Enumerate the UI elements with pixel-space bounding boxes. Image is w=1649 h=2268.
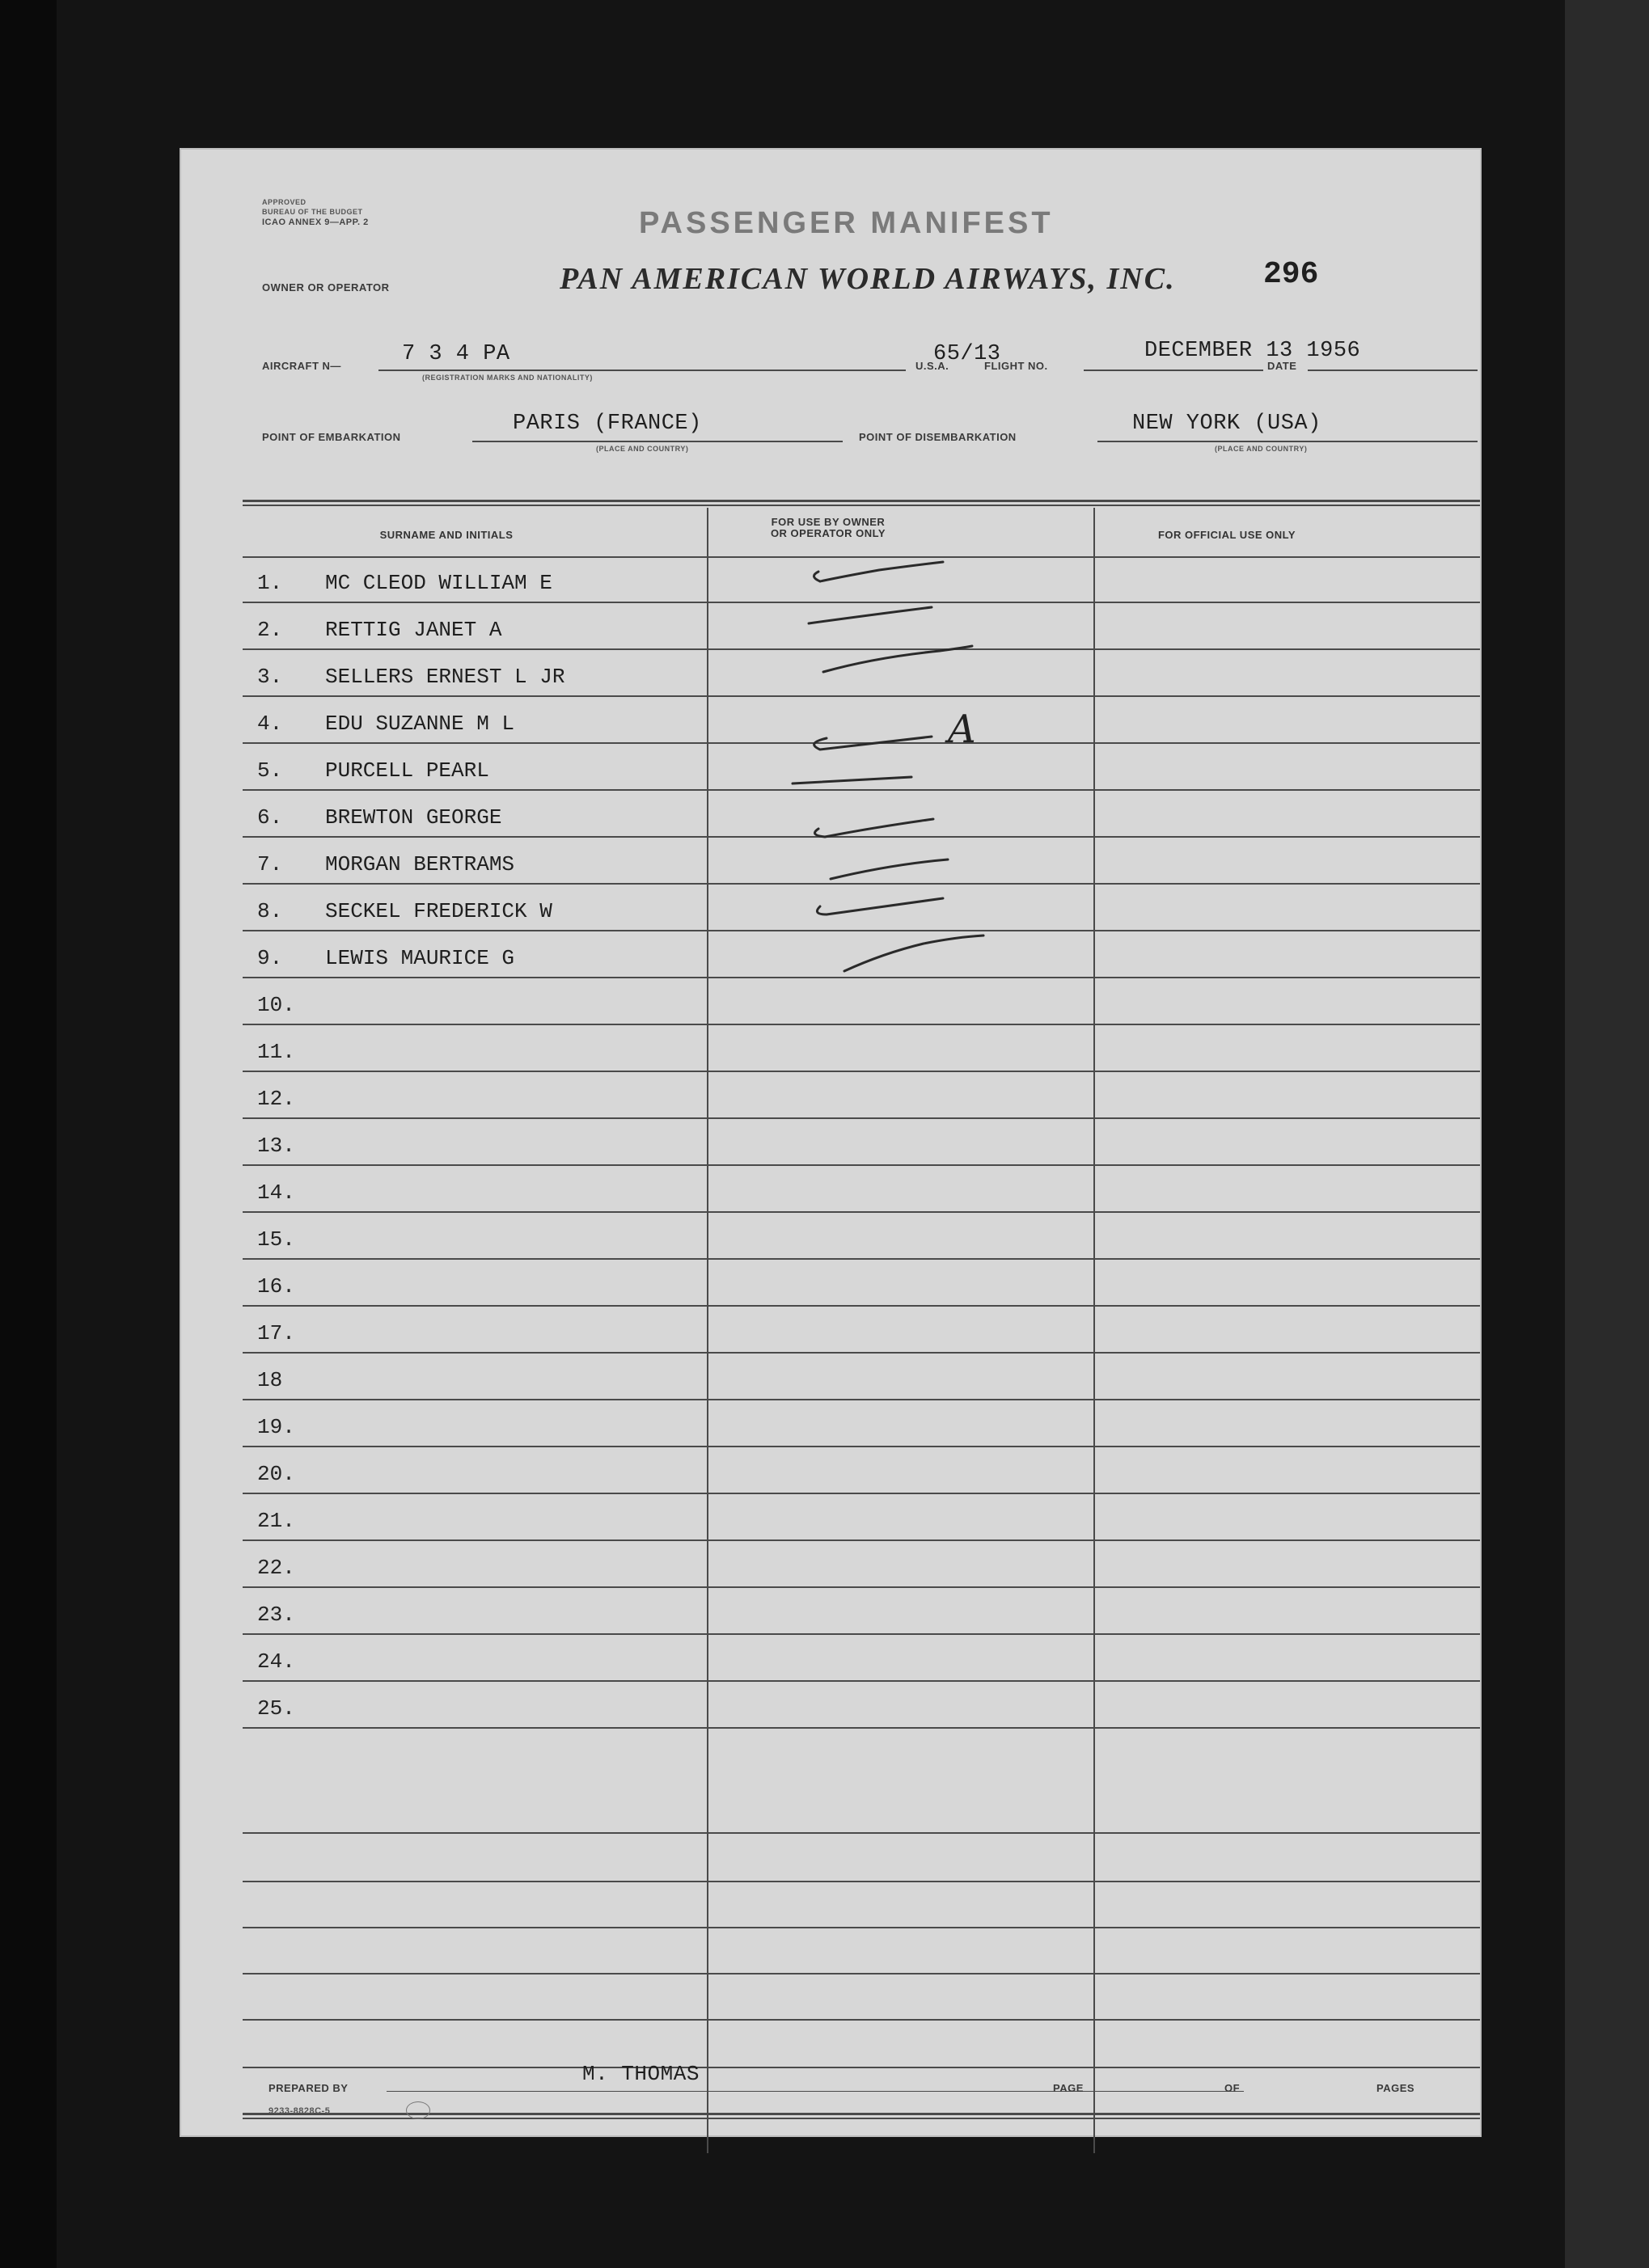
row-rule	[243, 1305, 1480, 1307]
row-number: 13.	[257, 1134, 295, 1158]
row-number: 21.	[257, 1509, 295, 1533]
row-number: 7.	[257, 852, 283, 876]
row-number: 12.	[257, 1087, 295, 1111]
row-number: 10.	[257, 993, 295, 1017]
prepared-underline	[387, 2091, 1244, 2092]
passenger-name: EDU SUZANNE M L	[325, 712, 515, 736]
passenger-name: SECKEL FREDERICK W	[325, 899, 552, 923]
date-value: DECEMBER 13 1956	[1144, 339, 1361, 363]
blank-line	[243, 2067, 1480, 2068]
table-top-rule-2	[243, 505, 1480, 506]
blank-line	[243, 1832, 1480, 1834]
form-title: PASSENGER MANIFEST	[639, 206, 1054, 240]
row-number: 24.	[257, 1649, 295, 1674]
passenger-name: RETTIG JANET A	[325, 618, 502, 642]
disembark-underline	[1097, 441, 1478, 442]
form-code: 9233-8828C-5	[268, 2106, 331, 2116]
approval-line-1: APPROVED	[262, 198, 307, 206]
blank-line	[243, 1973, 1480, 1974]
aircraft-caption: (REGISTRATION MARKS AND NATIONALITY)	[422, 374, 593, 382]
flight-underline	[1084, 370, 1263, 371]
row-rule	[243, 1633, 1480, 1635]
row-rule	[243, 1680, 1480, 1682]
column-divider-2	[1093, 508, 1095, 2153]
disembark-caption: (PLACE AND COUNTRY)	[1215, 445, 1308, 453]
row-rule	[243, 1258, 1480, 1260]
row-rule	[243, 1727, 1480, 1729]
row-rule	[243, 1493, 1480, 1494]
row-number: 15.	[257, 1227, 295, 1252]
blank-line	[243, 2019, 1480, 2021]
row-rule	[243, 1539, 1480, 1541]
date-label: DATE	[1267, 360, 1297, 372]
col-header-owner-line2: OR OPERATOR ONLY	[770, 527, 886, 539]
row-number: 5.	[257, 758, 283, 783]
passenger-name: LEWIS MAURICE G	[325, 946, 515, 970]
blank-line	[243, 1927, 1480, 1928]
embark-label: POINT OF EMBARKATION	[262, 431, 401, 443]
flight-value: 65/13	[933, 342, 1001, 366]
row-rule	[243, 1164, 1480, 1166]
row-rule	[243, 1586, 1480, 1588]
manifest-sheet	[180, 148, 1482, 2137]
handwritten-mark: A	[948, 707, 976, 752]
union-bug-seal	[406, 2101, 430, 2119]
sheet-number: 296	[1263, 257, 1319, 292]
prepared-value: M. THOMAS	[582, 2062, 700, 2086]
passenger-name: SELLERS ERNEST L JR	[325, 665, 565, 689]
row-number: 2.	[257, 618, 283, 642]
disembark-value: NEW YORK (USA)	[1132, 412, 1321, 436]
row-number: 8.	[257, 899, 283, 923]
passenger-name: MORGAN BERTRAMS	[325, 852, 515, 876]
owner-value: PAN AMERICAN WORLD AIRWAYS, INC.	[560, 262, 1176, 296]
row-number: 6.	[257, 805, 283, 830]
col-header-official: FOR OFFICIAL USE ONLY	[1157, 529, 1296, 541]
prepared-label: PREPARED BY	[268, 2082, 349, 2094]
row-number: 19.	[257, 1415, 295, 1439]
embark-underline	[472, 441, 843, 442]
table-top-rule	[243, 500, 1480, 502]
aircraft-underline	[378, 370, 906, 371]
of-label: OF	[1224, 2082, 1241, 2094]
row-number: 11.	[257, 1040, 295, 1064]
pages-label: PAGES	[1376, 2082, 1415, 2094]
row-rule	[243, 1399, 1480, 1400]
col-header-owner-line1: FOR USE BY OWNER	[771, 516, 886, 528]
aircraft-label: AIRCRAFT N—	[262, 360, 341, 372]
page-label: PAGE	[1053, 2082, 1084, 2094]
col-header-surname: SURNAME AND INITIALS	[379, 529, 514, 541]
usa-label: U.S.A.	[915, 360, 949, 372]
passenger-name: MC CLEOD WILLIAM E	[325, 571, 552, 595]
row-number: 16.	[257, 1274, 295, 1299]
row-rule	[243, 1352, 1480, 1354]
disembark-label: POINT OF DISEMBARKATION	[859, 431, 1017, 443]
row-number: 14.	[257, 1180, 295, 1205]
owner-label: OWNER OR OPERATOR	[262, 281, 390, 294]
row-number: 20.	[257, 1462, 295, 1486]
blank-line	[243, 1881, 1480, 1882]
row-number: 22.	[257, 1556, 295, 1580]
passenger-name: PURCELL PEARL	[325, 758, 489, 783]
table-bottom-rule-2	[243, 2118, 1480, 2119]
row-number: 4.	[257, 712, 283, 736]
row-number: 17.	[257, 1321, 295, 1345]
scan-border-right	[1565, 0, 1649, 2268]
handwritten-check-marks	[632, 552, 1037, 1151]
row-rule	[243, 1211, 1480, 1213]
aircraft-value: 7 3 4 PA	[402, 342, 510, 366]
row-number: 1.	[257, 571, 283, 595]
date-underline	[1308, 370, 1478, 371]
row-number: 18	[257, 1368, 283, 1392]
row-rule	[243, 1446, 1480, 1447]
row-number: 9.	[257, 946, 283, 970]
embark-value: PARIS (FRANCE)	[513, 412, 702, 436]
embark-caption: (PLACE AND COUNTRY)	[596, 445, 689, 453]
approval-line-3: ICAO ANNEX 9—APP. 2	[262, 218, 369, 227]
approval-line-2: BUREAU OF THE BUDGET	[262, 208, 363, 216]
scan-border-left	[0, 0, 57, 2268]
flight-label: FLIGHT NO.	[984, 360, 1048, 372]
passenger-name: BREWTON GEORGE	[325, 805, 502, 830]
row-number: 3.	[257, 665, 283, 689]
row-number: 25.	[257, 1696, 295, 1721]
row-number: 23.	[257, 1603, 295, 1627]
